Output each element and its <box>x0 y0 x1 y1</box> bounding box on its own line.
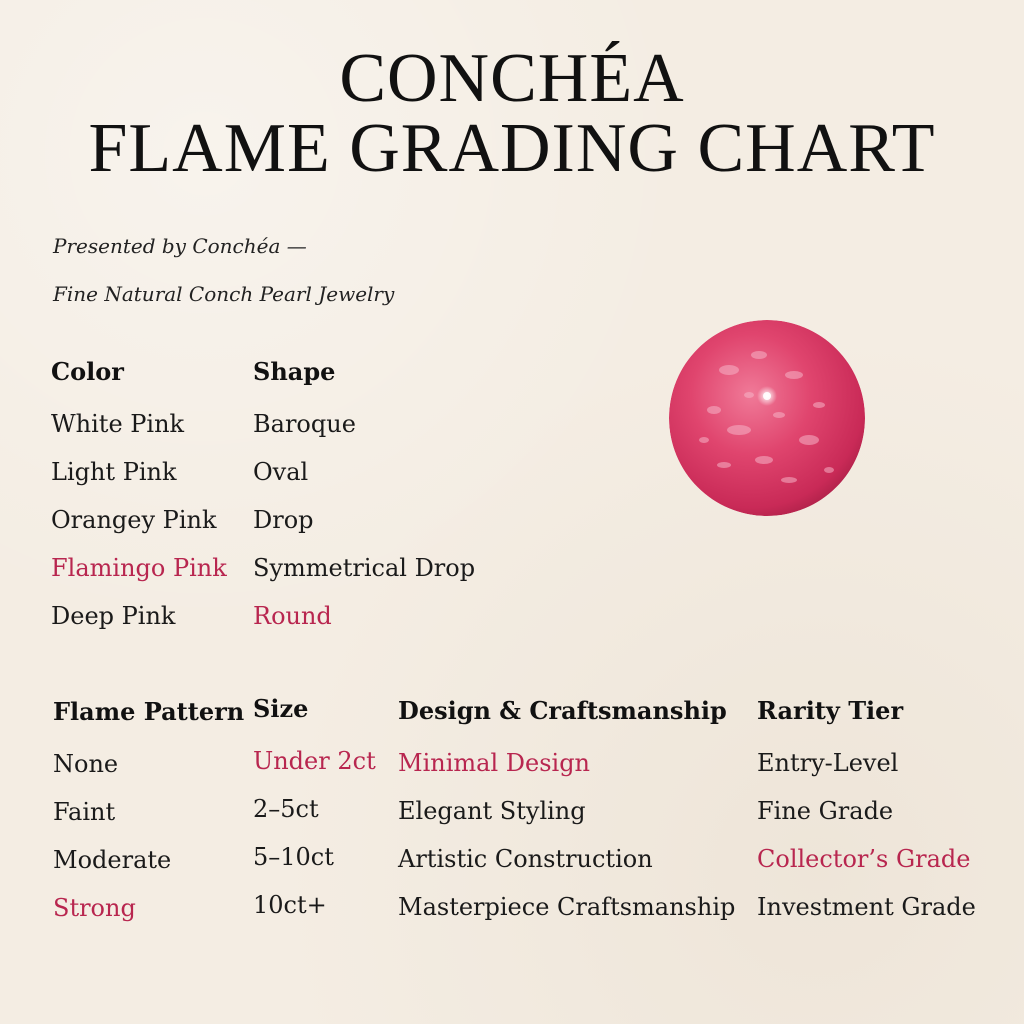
rarity-item: Entry-Level <box>757 749 899 777</box>
color-heading: Color <box>51 357 124 386</box>
tagline-text: Fine Natural Conch Pearl Jewelry <box>53 282 395 306</box>
flame-pattern-item: Faint <box>53 798 116 826</box>
pink-conch-pearl-icon <box>669 320 865 516</box>
design-item: Elegant Styling <box>398 797 586 825</box>
design-heading: Design & Craftsmanship <box>398 696 727 725</box>
size-item: 2–5ct <box>253 795 319 823</box>
chart-title: FLAME GRADING CHART <box>88 110 936 187</box>
color-item: White Pink <box>51 410 185 438</box>
shape-heading: Shape <box>253 357 336 386</box>
shape-item: Oval <box>253 458 309 486</box>
flame-pattern-item: Moderate <box>53 846 172 874</box>
rarity-item-highlighted: Collector’s Grade <box>757 845 971 873</box>
size-heading: Size <box>253 694 309 723</box>
flame-pattern-item: None <box>53 750 119 778</box>
size-item-highlighted: Under 2ct <box>253 747 376 775</box>
design-item: Artistic Construction <box>398 845 653 873</box>
flame-pattern-item-highlighted: Strong <box>53 894 136 922</box>
color-item: Light Pink <box>51 458 177 486</box>
rarity-item: Fine Grade <box>757 797 894 825</box>
presented-by-text: Presented by Conchéa — <box>53 234 307 258</box>
color-item: Deep Pink <box>51 602 176 630</box>
color-item: Orangey Pink <box>51 506 217 534</box>
shape-item-highlighted: Round <box>253 602 332 630</box>
shape-item: Drop <box>253 506 314 534</box>
color-item-highlighted: Flamingo Pink <box>51 554 227 582</box>
size-item: 5–10ct <box>253 843 334 871</box>
design-item: Masterpiece Craftsmanship <box>398 893 736 921</box>
size-item: 10ct+ <box>253 891 327 919</box>
rarity-item: Investment Grade <box>757 893 976 921</box>
rarity-heading: Rarity Tier <box>757 696 904 725</box>
design-item-highlighted: Minimal Design <box>398 749 591 777</box>
shape-item: Symmetrical Drop <box>253 554 476 582</box>
flame-pattern-heading: Flame Pattern <box>53 697 245 726</box>
brand-title: CONCHÉA <box>339 40 685 117</box>
shape-item: Baroque <box>253 410 356 438</box>
